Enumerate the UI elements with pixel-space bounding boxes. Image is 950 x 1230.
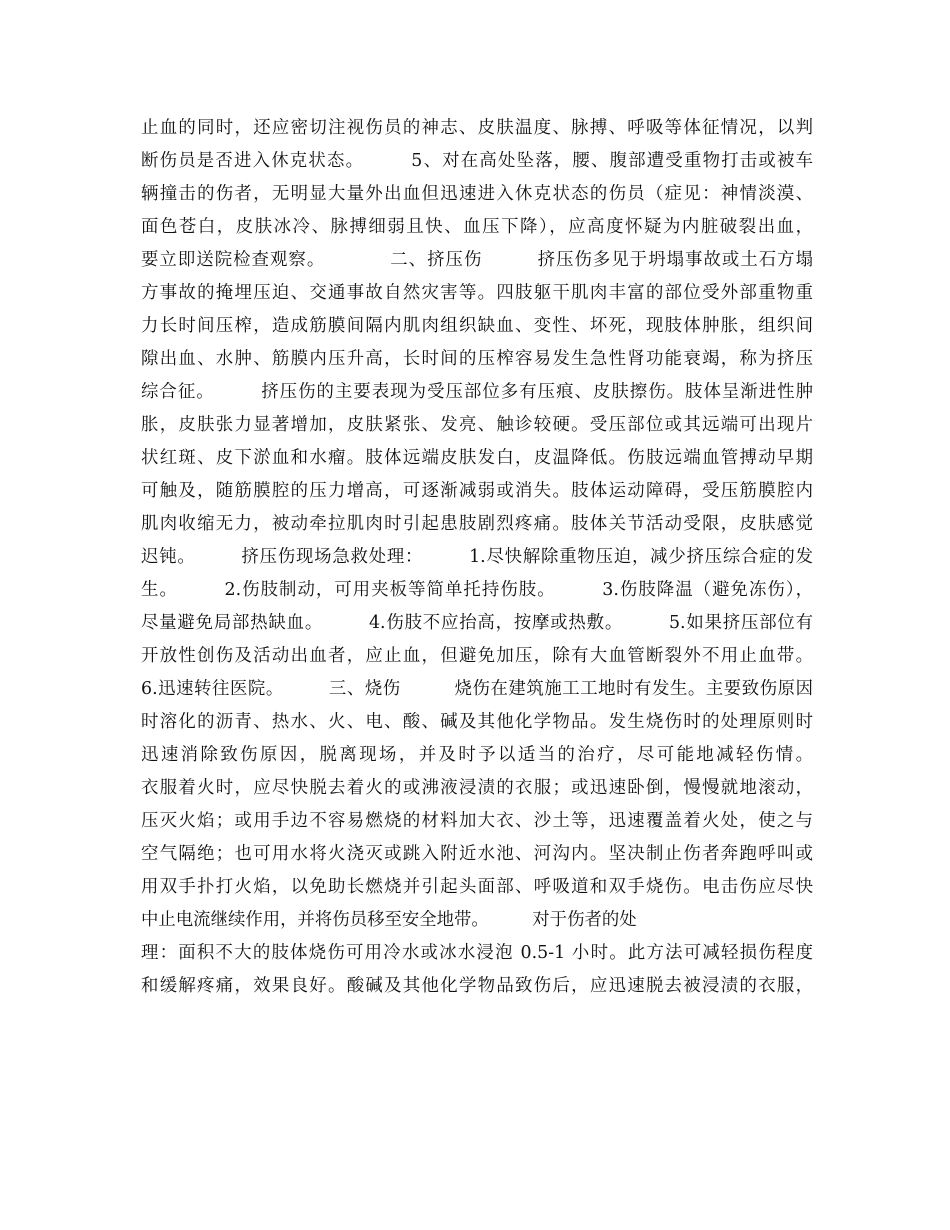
text-line: 力长时间压榨，造成筋膜间隔内肌肉组织缺血、变性、坏死，现肢体肿胀，组织间 bbox=[141, 316, 813, 336]
text-line: 方事故的掩埋压迫、交通事故自然灾害等。四肢躯干肌肉丰富的部位受外部重物重 bbox=[141, 283, 813, 303]
text-line: 辆撞击的伤者，无明显大量外出血但迅速进入休克状态的伤员（症见：神情淡漠、 bbox=[141, 184, 813, 204]
text-line: 肌肉收缩无力，被动牵拉肌肉时引起患肢剧烈疼痛。肢体关节活动受限，皮肤感觉 bbox=[141, 514, 813, 534]
text-line: 迅速消除致伤原因，脱离现场，并及时予以适当的治疗，尽可能地减轻伤情。 bbox=[141, 745, 813, 765]
text-line: 理：面积不大的肢体烧伤可用冷水或冰水浸泡 0.5-1 小时。此方法可减轻损伤程度 bbox=[141, 943, 813, 963]
text-line: 隙出血、水肿、筋膜内压升高，长时间的压榨容易发生急性肾功能衰竭，称为挤压 bbox=[141, 349, 813, 369]
text-line: 状红斑、皮下淤血和水瘤。肢体远端皮肤发白，皮温降低。伤肢远端血管搏动早期 bbox=[141, 448, 813, 468]
text-line: 衣服着火时，应尽快脱去着火的或沸液浸渍的衣服；或迅速卧倒，慢慢就地滚动， bbox=[141, 778, 813, 798]
body-text bbox=[141, 112, 813, 1003]
text-line: 要立即送院检查观察。 二、挤压伤 挤压伤多见于坍塌事故或土石方塌 bbox=[141, 250, 813, 270]
text-line: 综合征。 挤压伤的主要表现为受压部位多有压痕、皮肤擦伤。肢体呈渐进性肿 bbox=[141, 382, 813, 402]
text-line: 胀，皮肤张力显著增加，皮肤紧张、发亮、触诊较硬。受压部位或其远端可出现片 bbox=[141, 415, 813, 435]
text-line: 尽量避免局部热缺血。 4.伤肢不应抬高，按摩或热敷。 5.如果挤压部位有 bbox=[141, 613, 813, 633]
text-line: 和缓解疼痛，效果良好。酸碱及其他化学物品致伤后，应迅速脱去被浸渍的衣服， bbox=[141, 976, 813, 996]
text-line: 迟钝。 挤压伤现场急救处理： 1.尽快解除重物压迫，减少挤压综合症的发 bbox=[141, 547, 813, 567]
text-line: 空气隔绝；也可用水将火浇灭或跳入附近水池、河沟内。坚决制止伤者奔跑呼叫或 bbox=[141, 844, 813, 864]
text-line: 压灭火焰；或用手边不容易燃烧的材料加大衣、沙土等，迅速覆盖着火处，使之与 bbox=[141, 811, 813, 831]
text-line: 6.迅速转往医院。 三、烧伤 烧伤在建筑施工工地时有发生。主要致伤原因 bbox=[141, 679, 813, 699]
text-line: 用双手扑打火焰，以免助长燃烧并引起头面部、呼吸道和双手烧伤。电击伤应尽快 bbox=[141, 877, 813, 897]
text-line: 止血的同时，还应密切注视伤员的神志、皮肤温度、脉搏、呼吸等体征情况，以判 bbox=[141, 118, 813, 138]
text-line: 时溶化的沥青、热水、火、电、酸、碱及其他化学物品。发生烧伤时的处理原则时 bbox=[141, 712, 813, 732]
text-line: 中止电流继续作用，并将伤员移至安全地带。 对于伤者的处 bbox=[141, 910, 637, 930]
text-line: 生。 2.伤肢制动，可用夹板等简单托持伤肢。 3.伤肢降温（避免冻伤）， bbox=[141, 580, 813, 600]
text-line: 开放性创伤及活动出血者，应止血，但避免加压，除有大血管断裂外不用止血带。 bbox=[141, 646, 813, 666]
text-line: 断伤员是否进入休克状态。 5、对在高处坠落，腰、腹部遭受重物打击或被车 bbox=[141, 151, 813, 171]
text-line: 可触及，随筋膜腔的压力增高，可逐渐减弱或消失。肢体运动障碍，受压筋膜腔内 bbox=[141, 481, 813, 501]
text-line: 面色苍白，皮肤冰冷、脉搏细弱且快、血压下降），应高度怀疑为内脏破裂出血， bbox=[141, 217, 813, 237]
